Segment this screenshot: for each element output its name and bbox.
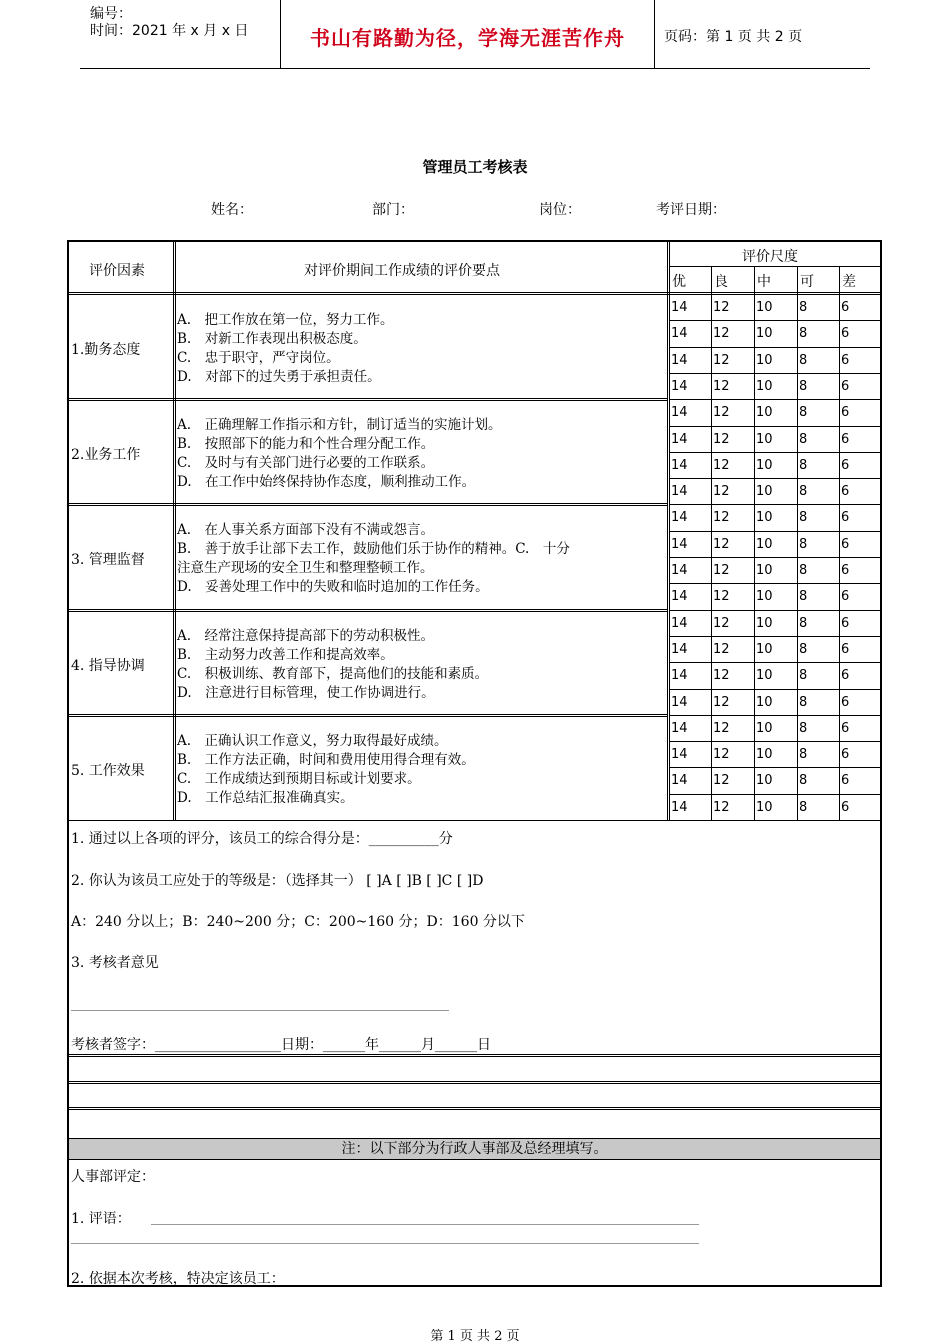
divider [69,1081,880,1082]
score-option[interactable]: 6 [841,300,850,315]
score-option[interactable]: 10 [756,799,773,815]
divider [669,689,880,690]
score-option[interactable]: 6 [841,352,850,368]
score-option[interactable]: 10 [756,536,773,552]
reviewer-opinion-label: 3. 考核者意见 [71,955,159,971]
score-option[interactable]: 12 [713,457,730,473]
score-option[interactable]: 12 [713,300,730,315]
evaluation-point: A. 在人事关系方面部下没有不满或怨言。 [177,522,435,539]
header-divider [654,0,655,68]
comment-line[interactable] [71,1243,699,1244]
level-question[interactable]: 2. 你认为该员工应处于的等级是：（选择其一） [ ]A [ ]B [ ]C [ ]D [71,873,484,889]
evaluation-point: C. 忠于职守，严守岗位。 [177,350,340,366]
divider [69,820,880,821]
score-option[interactable]: 6 [841,536,850,552]
divider [669,583,880,584]
score-option[interactable]: 10 [756,589,773,605]
evaluation-table [67,240,882,1287]
score-option[interactable]: 6 [841,694,850,710]
divider [669,662,880,663]
score-option[interactable]: 6 [841,668,850,684]
score-option[interactable]: 12 [713,510,730,526]
divider [669,504,880,505]
score-option[interactable]: 12 [713,694,730,710]
score-option[interactable]: 8 [799,589,808,605]
admin-note-bar: 注：以下部分为行政人事部及总经理填写。 [69,1138,880,1160]
score-option[interactable]: 14 [671,799,688,815]
factor-label: 2.业务工作 [71,447,141,464]
score-option[interactable]: 14 [671,615,688,631]
post-field[interactable]: 岗位： [539,202,581,218]
divider [69,1083,880,1084]
score-option[interactable]: 14 [671,457,688,473]
evaluation-point: B. 对新工作表现出积极态度。 [177,331,367,347]
score-option[interactable]: 14 [671,352,688,368]
score-option[interactable]: 14 [671,747,688,763]
divider [669,242,670,820]
score-option[interactable]: 12 [713,799,730,815]
score-option[interactable]: 10 [756,668,773,684]
score-option[interactable]: 6 [841,799,850,815]
divider [69,611,667,612]
score-option[interactable]: 12 [713,615,730,631]
score-option[interactable]: 10 [756,720,773,736]
score-option[interactable]: 6 [841,431,850,447]
hr-comment-label: 1. 评语： [71,1211,131,1227]
score-option[interactable]: 14 [671,668,688,684]
evaluation-point: D. 在工作中始终保持协作态度，顺利推动工作。 [177,474,476,491]
score-option[interactable]: 8 [799,563,808,578]
divider [669,557,880,558]
grade-1: 良 [714,274,728,290]
score-option[interactable]: 10 [756,615,773,631]
score-option[interactable]: 10 [756,405,773,421]
divider [669,347,880,348]
comment-line[interactable] [151,1224,699,1225]
grade-0: 优 [672,274,686,290]
evaluation-point: 注意生产现场的安全卫生和整理整顿工作。 [177,560,434,577]
evaluation-point: D. 对部下的过失勇于承担责任。 [177,369,381,385]
factor-label: 5. 工作效果 [71,762,145,779]
grade-2: 中 [757,274,771,290]
divider [669,452,880,453]
evaluation-point: A. 正确理解工作指示和方针，制订适当的实施计划。 [177,417,502,434]
score-option[interactable]: 6 [841,510,850,526]
divider [175,242,176,820]
score-option[interactable]: 10 [756,694,773,710]
evaluation-point: B. 主动努力改善工作和提高效率。 [177,646,394,663]
divider [69,716,667,717]
score-option[interactable]: 12 [713,484,730,500]
score-option[interactable]: 8 [799,300,808,315]
score-option[interactable]: 14 [671,510,688,526]
score-option[interactable]: 8 [799,457,808,473]
score-option[interactable]: 14 [671,326,688,342]
divider [669,373,880,374]
factor-label: 3. 管理监督 [71,552,145,569]
divider [839,295,840,820]
divider [754,295,755,820]
evaluation-point: C. 工作成绩达到预期目标或计划要求。 [177,770,421,787]
score-option[interactable]: 14 [671,694,688,710]
score-option[interactable]: 6 [841,720,850,736]
score-option[interactable]: 14 [671,563,688,578]
divider [669,478,880,479]
divider [69,1056,880,1057]
evaluation-point: A. 经常注意保持提高部下的劳动积极性。 [177,627,435,644]
score-option[interactable]: 12 [713,431,730,447]
evaluation-points [177,311,394,387]
score-option[interactable]: 8 [799,484,808,500]
reviewer-signature[interactable]: 考核者签字：__________________日期：______年______月______日 [71,1037,491,1053]
score-option[interactable]: 12 [713,773,730,789]
score-option[interactable]: 10 [756,378,773,394]
factor-label: 1.勤务态度 [71,342,141,358]
divider [667,242,668,820]
page-footer: 第 1 页 共 2 页 [430,1329,520,1344]
score-option[interactable]: 8 [799,773,808,789]
header-motto: 书山有路勤为径，学海无涯苦作舟 [310,26,625,50]
score-option[interactable]: 12 [713,563,730,578]
score-option[interactable]: 14 [671,641,688,657]
score-option[interactable]: 12 [713,668,730,684]
evaluation-point: A. 正确认识工作意义，努力取得最好成绩。 [177,732,448,749]
score-option[interactable]: 8 [799,431,808,447]
evaluation-point: C. 及时与有关部门进行必要的工作联系。 [177,455,435,472]
evaluation-point: B. 善于放手让部下去工作，鼓励他们乐于协作的精神。C. 十分 [177,541,570,558]
divider [69,609,667,610]
score-option[interactable]: 10 [756,352,773,368]
score-option[interactable]: 6 [841,405,850,421]
score-option[interactable]: 6 [841,326,850,342]
divider [669,399,880,400]
score-option[interactable]: 10 [756,641,773,657]
score-option[interactable]: 8 [799,615,808,631]
divider [669,794,880,795]
score-option[interactable]: 8 [799,747,808,763]
evaluation-points [177,521,570,597]
divider [69,714,667,715]
divider [69,398,667,399]
divider [669,531,880,532]
divider [69,294,880,295]
score-option[interactable]: 14 [671,536,688,552]
col-factor-header: 评价因素 [89,263,145,279]
grade-3: 可 [800,274,814,290]
col-scale-header: 评价尺度 [742,249,798,265]
header-left [90,6,248,40]
score-option[interactable]: 8 [799,352,808,368]
score-option[interactable]: 14 [671,773,688,789]
evaluation-point: D. 注意进行目标管理，使工作协调进行。 [177,684,435,701]
divider [797,295,798,820]
divider [669,266,880,267]
level-definitions: A：240 分以上；B：240~200 分；C：200~160 分；D：160 分以下 [71,914,525,930]
score-option[interactable]: 14 [671,405,688,421]
score-option[interactable]: 10 [756,563,773,578]
divider [669,426,880,427]
total-score-question[interactable]: 1. 通过以上各项的评分，该员工的综合得分是：__________分 [71,831,453,847]
score-option[interactable]: 12 [713,747,730,763]
divider [69,400,667,401]
score-option[interactable]: 10 [756,326,773,342]
evaluation-point: B. 按照部下的能力和个性合理分配工作。 [177,436,435,453]
divider [173,242,174,820]
score-option[interactable]: 12 [713,326,730,342]
divider [711,295,712,820]
department-field[interactable]: 部门： [372,202,414,218]
time-label: 时间：2021 年 x 月 x 日 [90,23,249,39]
divider [839,266,840,294]
page-header [80,0,870,69]
name-field[interactable]: 姓名： [211,202,253,218]
form-title: 管理员工考核表 [422,158,528,176]
divider [669,610,880,611]
score-option[interactable]: 14 [671,589,688,605]
divider [669,767,880,768]
score-option[interactable]: 6 [841,641,850,657]
score-option[interactable]: 8 [799,378,808,394]
score-option[interactable]: 14 [671,720,688,736]
score-option[interactable]: 10 [756,484,773,500]
score-option[interactable]: 6 [841,747,850,763]
divider [797,266,798,294]
score-option[interactable]: 8 [799,720,808,736]
header-page-number: 页码：第 1 页 共 2 页 [664,29,803,45]
code-label: 编号： [90,6,132,22]
score-option[interactable]: 10 [756,773,773,789]
divider [69,1054,880,1055]
score-option[interactable]: 10 [756,300,773,315]
divider [669,320,880,321]
evaluation-points [177,627,488,703]
hr-decision-label: 2. 依据本次考核，特决定该员工： [71,1271,285,1287]
score-option[interactable]: 12 [713,405,730,421]
score-option[interactable]: 12 [713,378,730,394]
divider [69,1109,880,1110]
divider [69,503,667,504]
score-option[interactable]: 6 [841,563,850,578]
score-option[interactable]: 12 [713,589,730,605]
score-option[interactable]: 6 [841,457,850,473]
score-option[interactable]: 12 [713,536,730,552]
score-option[interactable]: 6 [841,484,850,500]
score-option[interactable]: 8 [799,326,808,342]
grade-4: 差 [842,274,856,290]
score-option[interactable]: 8 [799,536,808,552]
score-option[interactable]: 10 [756,431,773,447]
evaluation-point: D. 妥善处理工作中的失败和临时追加的工作任务。 [177,579,489,596]
evaluation-points [177,732,475,808]
col-points-header: 对评价期间工作成绩的评价要点 [304,263,500,279]
evaluation-point: A. 把工作放在第一位，努力工作。 [177,312,394,328]
score-option[interactable]: 10 [756,510,773,526]
factor-label: 4. 指导协调 [71,657,145,674]
divider [754,266,755,294]
opinion-line[interactable] [71,1010,449,1011]
score-option[interactable]: 8 [799,510,808,526]
score-option[interactable]: 14 [671,431,688,447]
divider [69,1107,880,1108]
score-option[interactable]: 14 [671,300,688,315]
score-option[interactable]: 8 [799,405,808,421]
review-date-field[interactable]: 考评日期： [656,202,726,218]
score-option[interactable]: 14 [671,378,688,394]
divider [669,741,880,742]
evaluation-point: B. 工作方法正确，时间和费用使用得合理有效。 [177,751,475,768]
divider [711,266,712,294]
evaluation-points [177,416,502,492]
score-option[interactable]: 8 [799,694,808,710]
evaluation-point: C. 积极训练、教育部下，提高他们的技能和素质。 [177,665,489,682]
score-option[interactable]: 6 [841,773,850,789]
score-option[interactable]: 8 [799,799,808,815]
score-option[interactable]: 14 [671,484,688,500]
score-option[interactable]: 8 [799,641,808,657]
divider [69,292,880,293]
score-option[interactable]: 6 [841,615,850,631]
score-option[interactable]: 6 [841,378,850,394]
score-option[interactable]: 12 [713,352,730,368]
score-option[interactable]: 12 [713,720,730,736]
evaluation-point: D. 工作总结汇报准确真实。 [177,789,354,806]
score-option[interactable]: 6 [841,589,850,605]
score-option[interactable]: 10 [756,747,773,763]
divider [69,505,667,506]
divider [669,636,880,637]
hr-evaluation-label: 人事部评定： [71,1169,155,1185]
score-option[interactable]: 8 [799,668,808,684]
score-option[interactable]: 10 [756,457,773,473]
divider [669,715,880,716]
score-option[interactable]: 12 [713,641,730,657]
